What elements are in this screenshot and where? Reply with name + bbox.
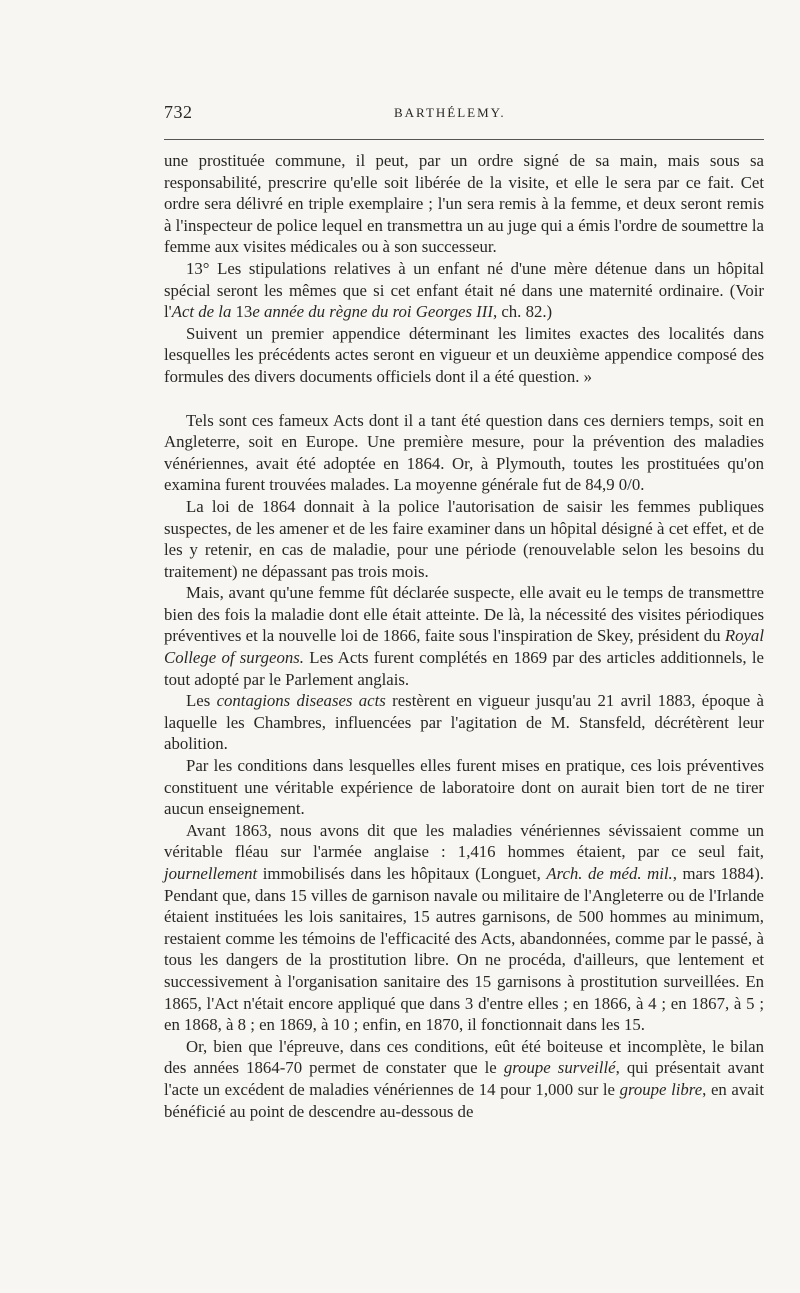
- paragraph-2: 13° Les stipulations relatives à un enfant né d'une mère détenue dans un hôpital spécial seront les mêmes que si cet enfant était né dans une maternité ordinaire. (Voir l'Act de la 13e année du règne du roi Georges III, ch. 82.): [164, 258, 764, 322]
- paragraph-9: Avant 1863, nous avons dit que les maladies vénériennes sévissaient comme un véritable fléau sur l'armée anglaise : 1,416 hommes étaient, par ce seul fait, journellement immobilisés dans les hôpitaux (Longuet, Arch. de méd. mil., mars 1884). Pendant que, dans 15 villes de garnison navale ou militaire de l'Angleterre ou de l'Irlande étaient instituées les lois sanitaires, 15 autres garnisons, de 500 hommes au minimum, restaient comme les témoins de l'efficacité des Acts, abandonnées, comme par le passé, à tous les dangers de la prostitution libre. On ne procéda, d'ailleurs, que lentement et successivement à l'organisation sanitaire des 15 garnisons à prostitution surveillées. En 1865, l'Act n'était encore appliqué que dans 3 d'entre elles ; en 1866, à 4 ; en 1867, à 5 ; en 1868, à 8 ; en 1869, à 10 ; enfin, en 1870, il fonctionnait dans les 15.: [164, 820, 764, 1035]
- running-head: BARTHÉLEMY.: [394, 105, 506, 120]
- paragraph-1: une prostituée commune, il peut, par un ordre signé de sa main, mais sous sa responsabilité, prescrire qu'elle soit libérée de la visite, et elle le sera par ce fait. Cet ordre sera délivré en triple exemplaire ; l'un sera remis à la femme, et deux seront remis à l'inspecteur de police lequel en transmettra un au juge qui a émis l'ordre de soumettre la femme aux visites médicales ou à son successeur.: [164, 151, 764, 257]
- paragraph-3: Suivent un premier appendice déterminant les limites exactes des localités dans lesquelles les précédents actes seront en vigueur et un deuxième appendice composé des formules des divers documents officiels dont il a été question. »: [164, 323, 764, 386]
- paragraph-6: Mais, avant qu'une femme fût déclarée suspecte, elle avait eu le temps de transmettre bien des fois la maladie dont elle était atteinte. De là, la nécessité des visites périodiques préventives et la nouvelle loi de 1866, faite sous l'inspiration de Skey, président du Royal College of surgeons. Les Acts furent complétés en 1869 par des articles additionnels, le tout adopté par le Parlement anglais.: [164, 583, 764, 689]
- paragraph-5: La loi de 1864 donnait à la police l'autorisation de saisir les femmes publiques suspectes, de les amener et de les faire examiner dans un hôpital désigné à cet effet, et de les y retenir, en cas de maladie, pour une période (renouvelable selon les besoins du traitement) ne dépassant pas trois mois.: [164, 496, 764, 581]
- header-rule: [164, 139, 764, 140]
- paragraph-8: Par les conditions dans lesquelles elles furent mises en pratique, ces lois préventives constituent une véritable expérience de laboratoire dont on aurait bien tort de ne tirer aucun enseignement.: [164, 756, 764, 819]
- body-text: [164, 150, 764, 1122]
- paragraph-7: Les contagions diseases acts restèrent en vigueur jusqu'au 21 avril 1883, époque à laquelle les Chambres, influencées par l'agitation de M. Stansfeld, décrétèrent leur abolition.: [164, 691, 764, 754]
- paragraph-10: Or, bien que l'épreuve, dans ces conditions, eût été boiteuse et incomplète, le bilan des années 1864-70 permet de constater que le groupe surveillé, qui présentait avant l'acte un excédent de maladies vénériennes de 14 pour 1,000 sur le groupe libre, en avait bénéficié au point de descendre au-dessous de: [164, 1036, 765, 1121]
- paragraph-4: Tels sont ces fameux Acts dont il a tant été question dans ces derniers temps, soit en Angleterre, soit en Europe. Une première mesure, pour la prévention des maladies vénériennes, avait été adoptée en 1864. Or, à Plymouth, toutes les prostituées qu'on examina furent trouvées malades. La moyenne générale fut de 84,9 0/0.: [164, 410, 764, 495]
- page-header: [164, 102, 762, 130]
- page-number: 732: [164, 102, 193, 122]
